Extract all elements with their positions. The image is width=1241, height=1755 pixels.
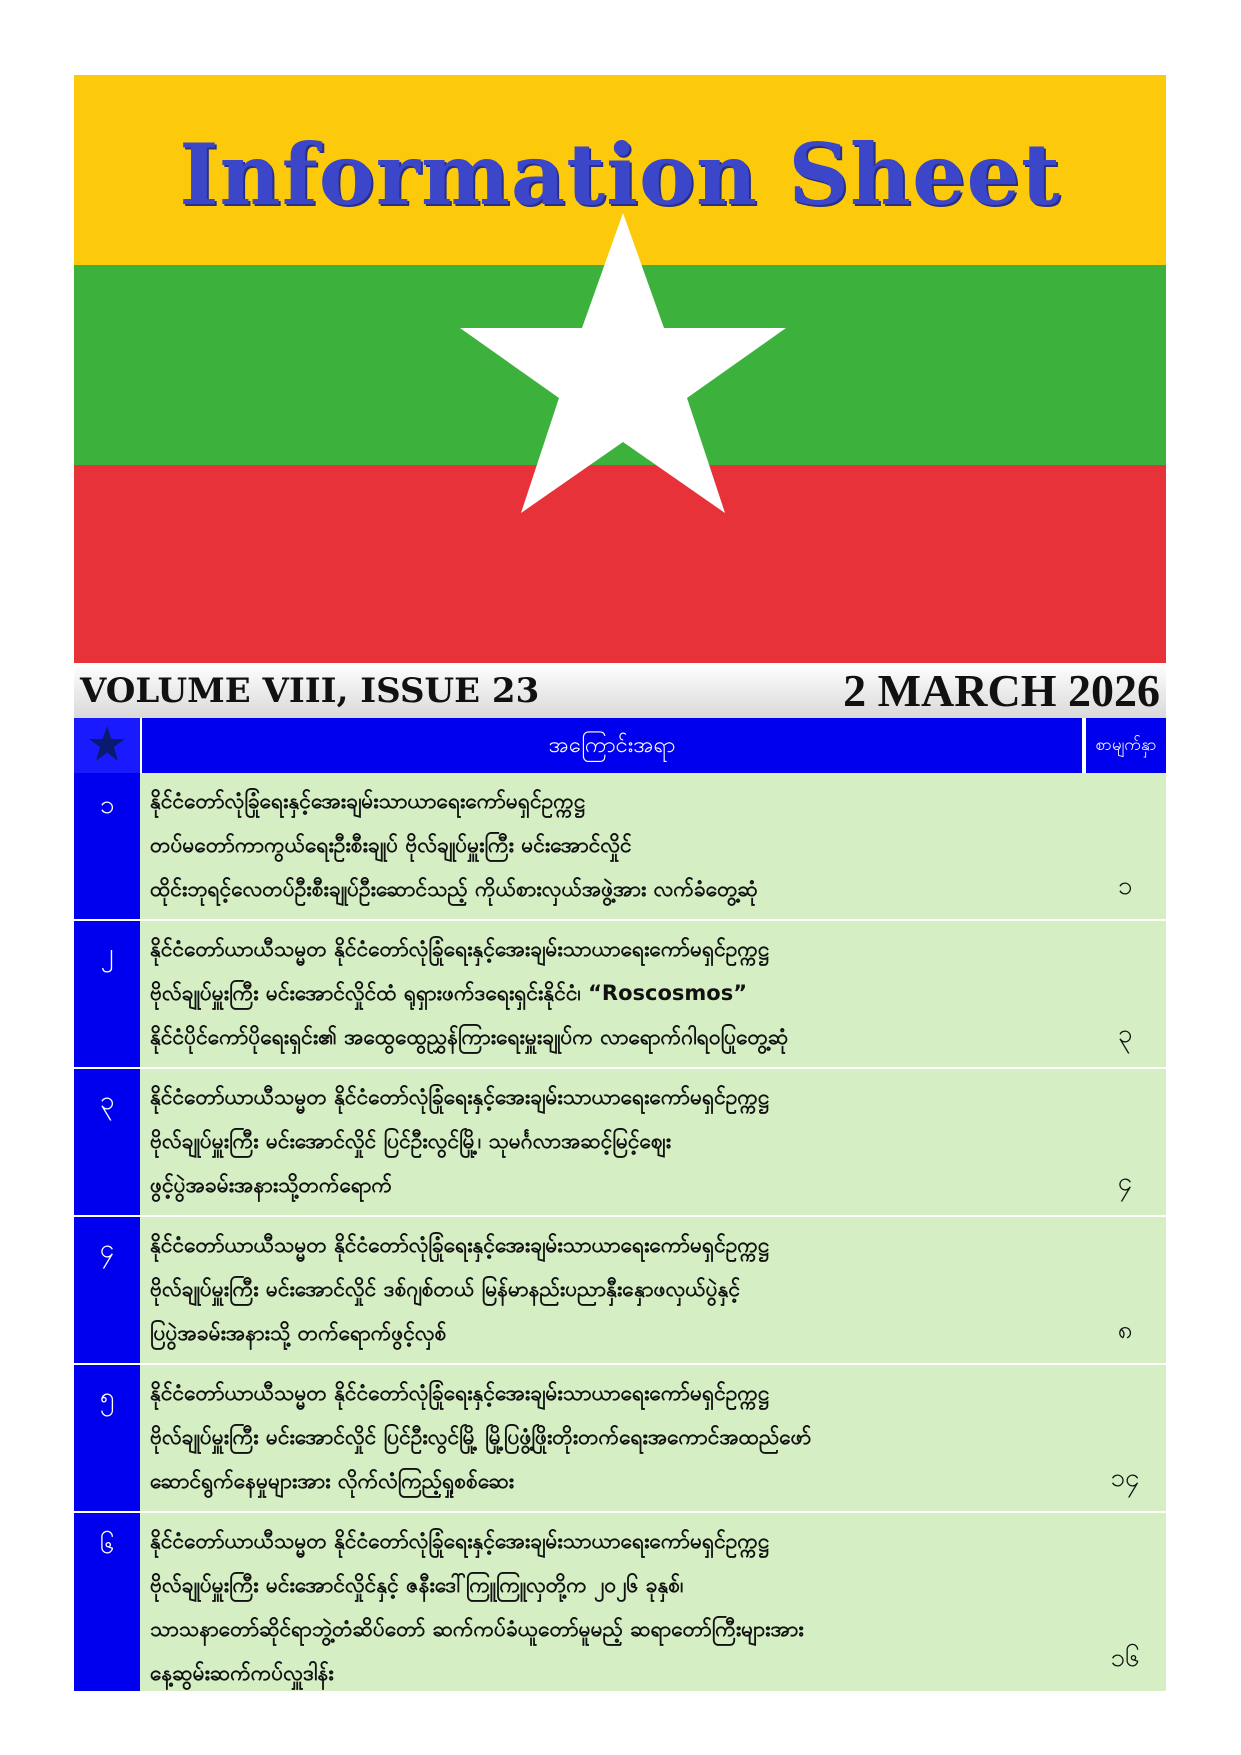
topic-line: ထိုင်းဘုရင့်လေတပ်ဦးစီးချုပ်ဦးဆောင်သည့် ကိုယ်စားလှယ်အဖွဲ့အား လက်ခံတွေ့ဆုံ [150,877,758,901]
row-page [1084,1069,1166,1215]
row-number: ၂ [74,921,140,1067]
banner-title: Information Sheet [179,125,1061,224]
row-number: ၁ [74,773,140,919]
topic-line: နိုင်ငံတော်ယာယီသမ္မတ နိုင်ငံတော်လုံခြုံရေးနှင့်အေးချမ်းသာယာရေးကော်မရှင်ဥက္ကဋ္ဌ [150,937,770,961]
header-topic: အကြောင်းအရာ [142,718,1082,773]
topic-line: ဗိုလ်ချုပ်မှူးကြီး မင်းအောင်လှိုင် ပြင်ဦးလွင်မြို့၊ သုမင်္ဂလာအဆင့်မြင့်ဈေး [150,1129,672,1153]
table-row [74,1217,1166,1365]
row-page [1084,921,1166,1067]
flag-banner [74,75,1166,663]
row-topic [140,1513,1084,1691]
page-number: ၄ [1117,1167,1133,1197]
row-number: ၅ [74,1365,140,1511]
topic-line: ပြပွဲအခမ်းအနားသို့ တက်ရောက်ဖွင့်လှစ် [150,1321,447,1345]
row-topic [140,1217,1084,1363]
topic-line: နိုင်ငံတော်ယာယီသမ္မတ နိုင်ငံတော်လုံခြုံရေးနှင့်အေးချမ်းသာယာရေးကော်မရှင်ဥက္ကဋ္ဌ [150,1381,770,1405]
row-page [1084,1513,1166,1691]
row-topic [140,1365,1084,1511]
topic-line: ဗိုလ်ချုပ်မှူးကြီး မင်းအောင်လှိုင် ဒစ်ဂျစ်တယ် မြန်မာနည်းပညာနှီးနှောဖလှယ်ပွဲနှင့် [150,1277,741,1301]
topic-line: နိုင်ငံတော်လုံခြုံရေးနှင့်အေးချမ်းသာယာရေးကော်မရှင်ဥက္ကဋ္ဌ [150,789,586,813]
row-number: ၄ [74,1217,140,1363]
issue-date: 2 MARCH 2026 [843,665,1160,716]
volume-issue: VOLUME VIII, ISSUE 23 [80,671,540,711]
table-row [74,1365,1166,1513]
header-star-cell [74,718,142,773]
topic-line: နိုင်ငံတော်ယာယီသမ္မတ နိုင်ငံတော်လုံခြုံရေးနှင့်အေးချမ်းသာယာရေးကော်မရှင်ဥက္ကဋ္ဌ [150,1085,770,1109]
row-topic [140,921,1084,1067]
row-page [1084,1217,1166,1363]
topic-line: နိုင်ငံတော်ယာယီသမ္မတ နိုင်ငံတော်လုံခြုံရေးနှင့်အေးချမ်းသာယာရေးကော်မရှင်ဥက္ကဋ္ဌ [150,1529,770,1553]
star-icon [88,726,126,764]
page-number: ၁ [1117,871,1133,901]
row-topic [140,1069,1084,1215]
row-topic [140,773,1084,919]
topic-line: ဖွင့်ပွဲအခမ်းအနားသို့တက်ရောက် [150,1173,393,1197]
contents-header [74,718,1166,773]
row-page [1084,1365,1166,1511]
page-number: ၈ [1117,1315,1133,1345]
header-page: စာမျက်နှာ [1084,718,1166,773]
topic-line: ဗိုလ်ချုပ်မှူးကြီး မင်းအောင်လှိုင် ပြင်ဦးလွင်မြို့ မြို့ပြဖွံ့ဖြိုးတိုးတက်ရေးအကောင်အထည်ဖော် [150,1425,812,1449]
topic-line: နေ့ဆွမ်းဆက်ကပ်လှူဒါန်း [150,1661,334,1685]
page-number: ၃ [1117,1019,1133,1049]
page-number: ၁၄ [1110,1463,1140,1493]
topic-line: သာသနာတော်ဆိုင်ရာဘွဲ့တံဆိပ်တော် ဆက်ကပ်ခံယူတော်မူမည့် ဆရာတော်ကြီးများအား [150,1617,804,1641]
table-row [74,773,1166,921]
table-row [74,921,1166,1069]
row-number: ၆ [74,1513,140,1691]
table-row [74,1069,1166,1217]
topic-line: နိုင်ငံပိုင်ကော်ပိုရေးရှင်း၏ အထွေထွေညွှန်ကြားရေးမှူးချုပ်က လာရောက်ဂါရဝပြုတွေ့ဆုံ [150,1025,789,1049]
page-number: ၁၆ [1110,1643,1140,1673]
contents-table [74,718,1166,1693]
topic-line: ဗိုလ်ချုပ်မှူးကြီး မင်းအောင်လှိုင်နှင့် ဇနီးဒေါ်ကြူကြူလှတို့က ၂၀၂၆ ခုနှစ်၊ [150,1573,684,1597]
topic-line: တပ်မတော်ကာကွယ်ရေးဦးစီးချုပ် ဗိုလ်ချုပ်မှူးကြီး မင်းအောင်လှိုင် [150,833,632,857]
issue-bar [74,663,1166,718]
table-row [74,1513,1166,1693]
row-page [1084,773,1166,919]
topic-line: နိုင်ငံတော်ယာယီသမ္မတ နိုင်ငံတော်လုံခြုံရေးနှင့်အေးချမ်းသာယာရေးကော်မရှင်ဥက္ကဋ္ဌ [150,1233,770,1257]
row-number: ၃ [74,1069,140,1215]
topic-line: ဗိုလ်ချုပ်မှူးကြီး မင်းအောင်လှိုင်ထံ ရုရှားဖက်ဒရေးရှင်းနိုင်ငံ၊ “Roscosmos” [150,981,748,1005]
topic-line: ဆောင်ရွက်နေမှုများအား လိုက်လံကြည့်ရှုစစ်ဆေး [150,1469,515,1493]
